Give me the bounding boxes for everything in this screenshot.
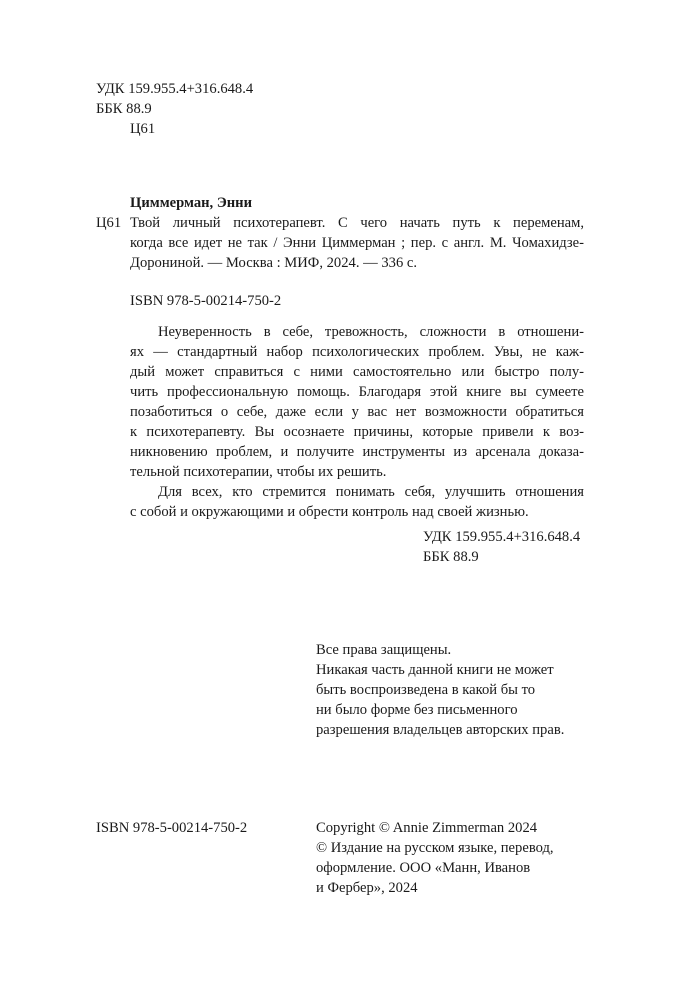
rights-notice [316, 640, 564, 740]
bib-line: когда все идет не так / Энни Циммерман ; пер. с англ. М. Чомахидзе- [130, 235, 584, 251]
top-classification [96, 79, 253, 139]
udk-code: УДК 159.955.4+316.648.4 [423, 529, 581, 545]
copyright-line: и Фербер», 2024 [316, 880, 418, 896]
copyright-line: Copyright © Annie Zimmerman 2024 [316, 820, 538, 836]
bottom-classification [423, 527, 580, 567]
annotation-line: Неуверенность в себе, тревожность, сложности в отношени- [158, 324, 584, 340]
annotation-line: с собой и окружающими и обрести контроль над своей жизнью. [130, 504, 529, 520]
rights-line: быть воспроизведена в какой бы то [316, 682, 536, 698]
rights-line: Никакая часть данной книги не может [316, 662, 554, 678]
bibliographic-entry [130, 213, 584, 273]
copyright-line: © Издание на русском языке, перевод, [316, 840, 554, 856]
annotation-line: дый может справиться с ними самостоятельно или быстро полу- [130, 364, 584, 380]
bib-line: Дорониной. — Москва : МИФ, 2024. — 336 с. [130, 255, 418, 271]
isbn-bottom: ISBN 978-5-00214-750-2 [96, 820, 248, 836]
copyright-line: оформление. ООО «Манн, Иванов [316, 860, 531, 876]
annotation-line: ях — стандартный набор психологических проблем. Увы, не каж- [130, 344, 584, 360]
annotation-line: тельной психотерапии, чтобы их решить. [130, 464, 387, 480]
rights-line: Все права защищены. [316, 642, 452, 658]
bib-line: Твой личный психотерапевт. С чего начать путь к переменам, [130, 215, 584, 231]
rights-line: ни было форме без письменного [316, 702, 518, 718]
annotation-line: к психотерапевту. Вы осознаете причины, которые привели к воз- [130, 424, 584, 440]
entry-cipher: Ц61 [96, 215, 122, 231]
annotation-line: чить профессиональную помощь. Благодаря этой книге вы сумеете [130, 384, 584, 400]
annotation-line: позаботиться о себе, даже если у вас нет возможности обратиться [130, 404, 584, 420]
udk-code: УДК 159.955.4+316.648.4 [96, 81, 254, 97]
copyright-notice [316, 818, 554, 898]
annotation [130, 322, 584, 522]
annotation-line: никновению проблем, и получите инструменты из арсенала доказа- [130, 444, 584, 460]
rights-line: разрешения владельцев авторских прав. [316, 722, 565, 738]
annotation-line: Для всех, кто стремится понимать себя, улучшить отношения [158, 484, 584, 500]
author-name: Циммерман, Энни [130, 195, 252, 211]
bbk-code: ББК 88.9 [96, 101, 152, 117]
isbn-top: ISBN 978-5-00214-750-2 [130, 293, 282, 309]
author-cipher: Ц61 [130, 121, 156, 137]
bbk-code: ББК 88.9 [423, 549, 479, 565]
